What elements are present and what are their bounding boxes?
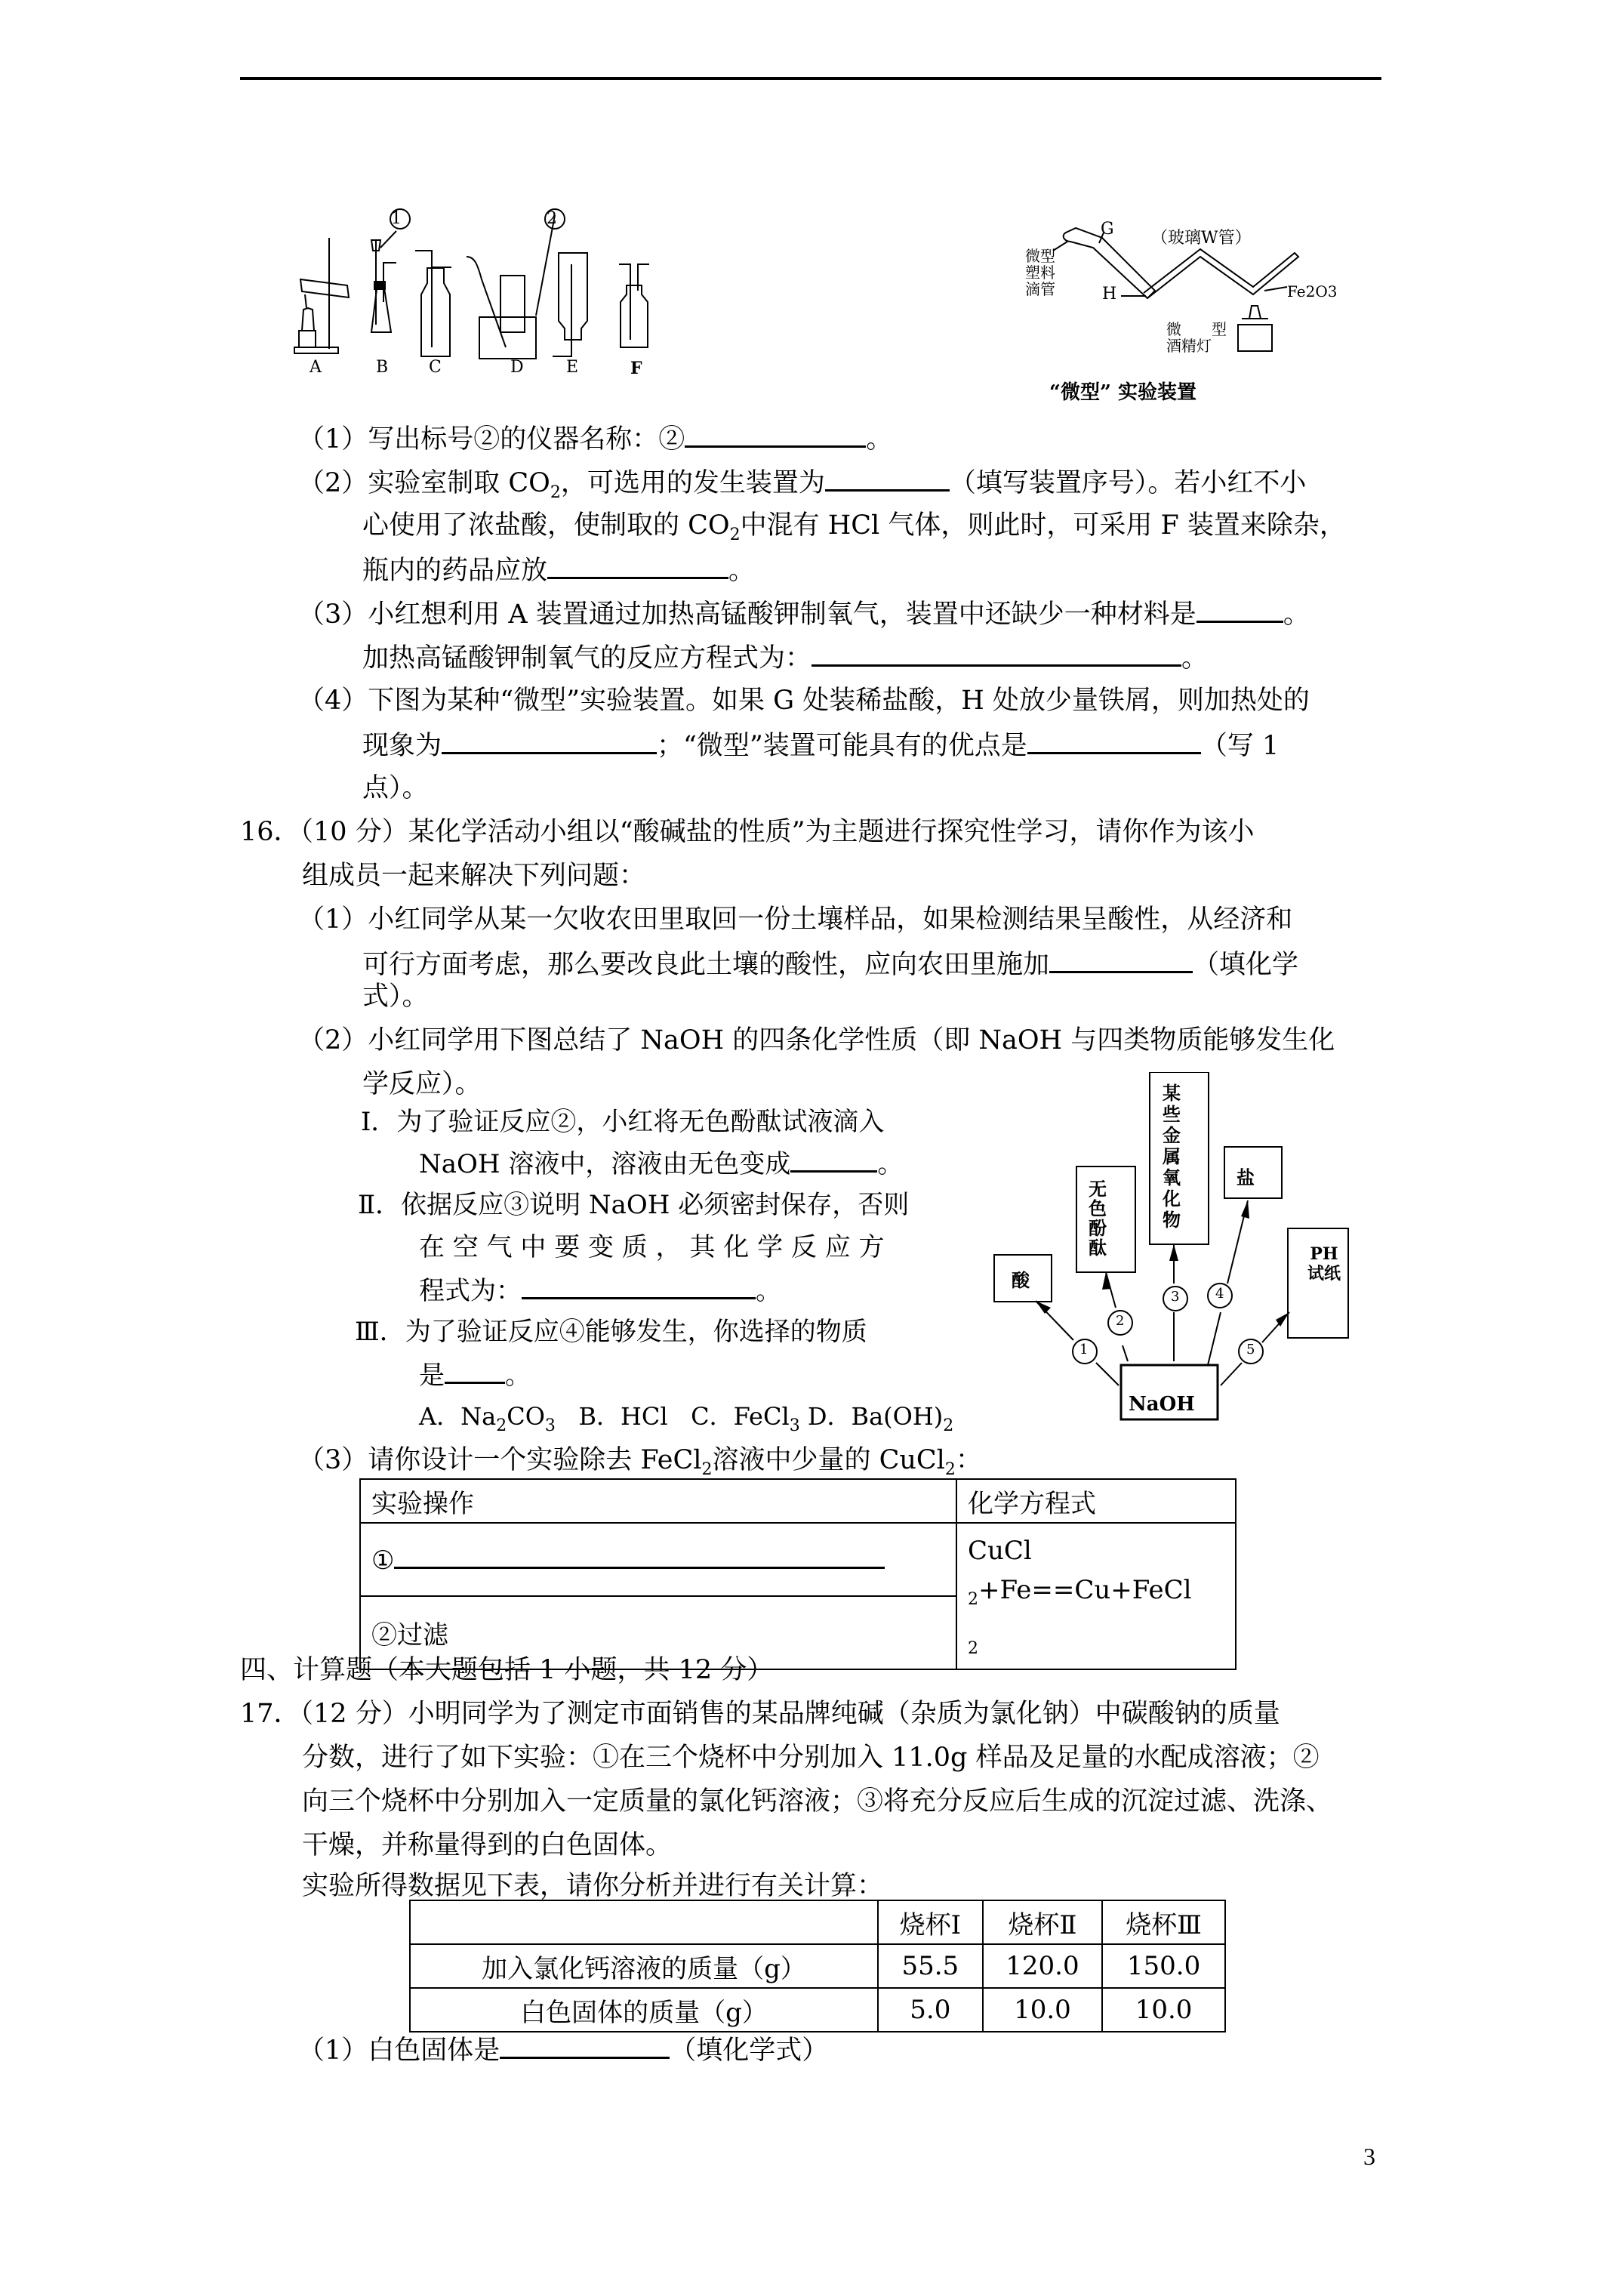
option-a[interactable] [419,1402,556,1435]
micro-label-fe2o3: Fe2O3 [1287,282,1338,300]
q15-p2-text: 瓶内的药品应放 [362,556,548,586]
q15-part2-line3 [362,554,755,586]
q17-p1-text: （填化学式） [670,2036,829,2066]
row-label: 加入氯化钙溶液的质量（g） [410,1944,878,1988]
q16-intro-line1: 16．（10 分）某化学活动小组以“酸碱盐的性质”为主题进行探究性学习，请你作为该小 [240,817,1255,847]
q15-p1-text: （1）写出标号②的仪器名称：② [298,424,685,455]
q16-ii-text: 。 [756,1276,781,1306]
micro-label-w-tube: （玻璃W管） [1151,229,1252,248]
table-cell: 10.0 [1102,1988,1225,2032]
q16-intro-line2: 组成员一起来解决下列问题： [302,861,646,891]
option-d-text: D．Ba(OH) [807,1402,944,1431]
q16-ii-text: 程式为： [419,1276,522,1306]
subscript: 2 [496,1416,507,1435]
answer-blank[interactable] [812,642,1181,667]
q16-iii-line2 [419,1359,531,1391]
q16-p1-text: 可行方面考虑，那么要改良此土壤的酸性，应向农田里施加 [362,950,1050,980]
q15-part1 [298,423,892,455]
q17-data-table [409,1900,1226,2032]
option-a-text: CO [507,1402,545,1431]
q16-part2-line2: 学反应）。 [362,1069,482,1099]
option-b[interactable]: B．HCl [578,1402,668,1431]
q16-iii-text: 。 [505,1361,531,1391]
q16-iii-text: 是 [419,1361,445,1391]
apparatus-e [553,253,587,356]
q15-p2-text: 中混有 HCl 气体，则此时，可采用 F 装置来除杂， [740,510,1346,541]
subscript: 2 [968,1639,978,1658]
table-row-step2: ②过滤 [360,1596,956,1669]
q15-part4-line3: 点）。 [362,773,429,803]
answer-blank[interactable] [825,467,950,492]
q17-line3: 向三个烧杯中分别加入一定质量的氯化钙溶液；③将充分反应后生成的沉淀过滤、洗涤、 [302,1786,1333,1817]
option-c[interactable] [691,1402,800,1435]
table-header-blank [410,1900,878,1944]
diagram-num-4: 4 [1215,1286,1224,1302]
q15-p2-text: 心使用了浓盐酸，使制取的 CO [362,510,730,541]
diagram-num-1: 1 [1079,1342,1089,1358]
q15-part3-line2 [362,642,1208,673]
apparatus-figure [287,189,1042,415]
q16-p1-text: （填化学 [1193,950,1299,980]
apparatus-c [415,251,451,356]
answer-blank[interactable] [1049,948,1193,973]
q17-p1-text: （1）白色固体是 [298,2036,500,2066]
table-cell: 120.0 [983,1944,1102,1988]
micro-label-dropper-2: 塑料 [1025,264,1055,282]
micro-caption: “微型” 实验装置 [1049,381,1196,404]
page-number: 3 [1363,2143,1375,2170]
q16-i-line1: Ⅰ．为了验证反应②，小红将无色酚酞试液滴入 [361,1107,885,1137]
answer-blank[interactable] [685,423,866,448]
micro-label-h: H [1102,285,1117,304]
q16-i-line2 [419,1148,903,1179]
answer-blank[interactable] [445,1359,505,1384]
table-header-beaker-2: 烧杯Ⅱ [983,1900,1102,1944]
q15-p4-text: 现象为 [362,731,442,761]
q15-p2-text: ，可选用的发生装置为 [560,468,825,498]
q15-p4-text: ；“微型”装置可能具有的优点是 [657,731,1027,761]
table-equation-cell [956,1523,1236,1669]
equation-text: +Fe==Cu+FeCl [978,1575,1192,1605]
table-cell: 10.0 [983,1988,1102,2032]
table-header-operation: 实验操作 [360,1479,956,1523]
q16-part1-line1: （1）小红同学从某一欠收农田里取回一份土壤样品，如果检测结果呈酸性，从经济和 [298,905,1293,935]
apparatus-f [619,264,649,347]
micro-label-dropper-1: 微型 [1025,247,1055,265]
answer-blank[interactable] [1196,598,1283,623]
q16-ii-line1: Ⅱ．依据反应③说明 NaOH 必须密封保存，否则 [358,1190,910,1220]
subscript: 2 [968,1590,978,1609]
diagram-num-5: 5 [1246,1342,1255,1358]
table-row [410,1988,1225,2032]
label-b: B [376,358,389,377]
subscript: 3 [789,1416,800,1435]
answer-blank[interactable] [522,1274,756,1299]
q16-p3-text: （3）请你设计一个实验除去 FeCl [298,1445,702,1475]
q15-p3-text: （3）小红想利用 A 装置通过加热高锰酸钾制氧气，装置中还缺少一种材料是 [298,599,1196,630]
q15-part2-line2 [362,510,1346,550]
q15-p4-text: （写 1 [1200,731,1280,761]
table-row [410,1944,1225,1988]
table-cell: 55.5 [878,1944,983,1988]
apparatus-a [294,238,349,353]
subscript: 2 [701,1460,713,1479]
callout-1: 1 [391,209,402,228]
q15-part4-line2 [362,729,1279,761]
label-e: E [566,358,579,377]
q15-p3-text: 加热高锰酸钾制氧气的反应方程式为： [362,643,812,673]
diagram-num-3: 3 [1171,1289,1180,1305]
header-rule [240,77,1381,80]
row-label: 白色固体的质量（g） [410,1988,878,2032]
q15-part2-line1 [298,467,1306,508]
q16-p3-text: 溶液中少量的 CuCl [712,1445,945,1475]
diagram-box-salt: 盐 [1236,1166,1255,1188]
table-row-step1 [360,1523,956,1596]
label-d: D [510,358,524,377]
q16-ii-line2: 在 空 气 中 要 变 质 ， 其 化 学 反 应 方 [419,1232,885,1262]
answer-blank[interactable] [790,1148,877,1173]
answer-blank[interactable] [1027,729,1201,754]
subscript: 2 [943,1416,954,1435]
label-f: F [630,359,642,378]
callout-2: 2 [547,209,557,228]
subscript: 3 [544,1416,556,1435]
diagram-box-metal-oxide: 某些金属氧化物 [1163,1082,1181,1231]
diagram-box-phenolphthalein: 无色酚酞 [1089,1178,1107,1259]
q16-ii-line3 [419,1274,781,1306]
q16-p3-text: ： [955,1445,982,1475]
diagram-box-ph-paper: PH试纸 [1307,1244,1341,1284]
apparatus-d [467,209,565,359]
q15-p2-text: （填写装置序号）。若小红不小 [949,468,1307,498]
q17-line4: 干燥，并称量得到的白色固体。 [302,1830,673,1860]
step1-label: ① [371,1545,395,1576]
q16-options [419,1401,953,1441]
q15-p3-text: 。 [1283,599,1310,630]
q16-part1-line2 [362,948,1298,980]
micro-label-dropper-3: 滴管 [1025,280,1055,298]
label-c: C [429,358,442,377]
q17-line5: 实验所得数据见下表，请你分析并进行有关计算： [302,1871,884,1901]
q15-part4-line1: （4）下图为某种“微型”实验装置。如果 G 处装稀盐酸，H 处放少量铁屑，则加热处的 [298,686,1310,716]
table-header-equation: 化学方程式 [956,1479,1236,1523]
option-d[interactable] [807,1402,954,1435]
table-header-beaker-3: 烧杯Ⅲ [1102,1900,1225,1944]
q15-p3-text: 。 [1181,643,1209,673]
diagram-box-acid: 酸 [1012,1269,1030,1291]
q16-iii-line1: Ⅲ．为了验证反应④能够发生，你选择的物质 [355,1317,867,1347]
subscript: 2 [550,483,561,502]
table-cell: 150.0 [1102,1944,1225,1988]
answer-blank[interactable] [442,729,657,754]
q17-line1: 17．（12 分）小明同学为了测定市面销售的某品牌纯碱（杂质为氯化钠）中碳酸钠的质量 [240,1699,1280,1729]
answer-blank[interactable] [500,2034,670,2059]
subscript: 2 [944,1460,956,1479]
q15-p1-end: 。 [866,424,893,455]
label-a: A [310,358,322,377]
section-4-heading: 四、计算题（本大题包括 1 小题，共 12 分） [240,1655,774,1685]
q16-i-text: NaOH 溶液中，溶液由无色变成 [419,1149,791,1179]
q17-part1 [298,2034,828,2066]
micro-label-lamp-1: 微 型 [1166,320,1227,338]
q16-i-text: 。 [877,1149,904,1179]
table-header-beaker-1: 烧杯Ⅰ [878,1900,983,1944]
q16-experiment-table [359,1478,1236,1670]
subscript: 2 [729,525,741,544]
q17-line2: 分数，进行了如下实验：①在三个烧杯中分别加入 11.0g 样品及足量的水配成溶液；② [302,1743,1320,1773]
q15-part3-line1 [298,598,1310,630]
micro-label-lamp-2: 酒精灯 [1166,337,1212,355]
answer-blank[interactable] [547,554,728,579]
q15-p2-text: 。 [728,556,756,586]
table-cell: 5.0 [878,1988,983,2032]
diagram-center-naoh: NaOH [1129,1393,1195,1416]
q16-part2-line1: （2）小红同学用下图总结了 NaOH 的四条化学性质（即 NaOH 与四类物质能够发生化 [298,1025,1335,1056]
option-a-text: A．Na [419,1402,497,1431]
q15-p2-text: （2）实验室制取 CO [298,468,550,498]
answer-blank[interactable] [394,1544,885,1569]
equation-text: CuCl [968,1536,1032,1566]
option-c-text: C．FeCl [691,1402,790,1431]
micro-label-g: G [1101,220,1114,239]
diagram-num-2: 2 [1116,1313,1125,1329]
q16-part1-line3: 式）。 [362,982,429,1012]
